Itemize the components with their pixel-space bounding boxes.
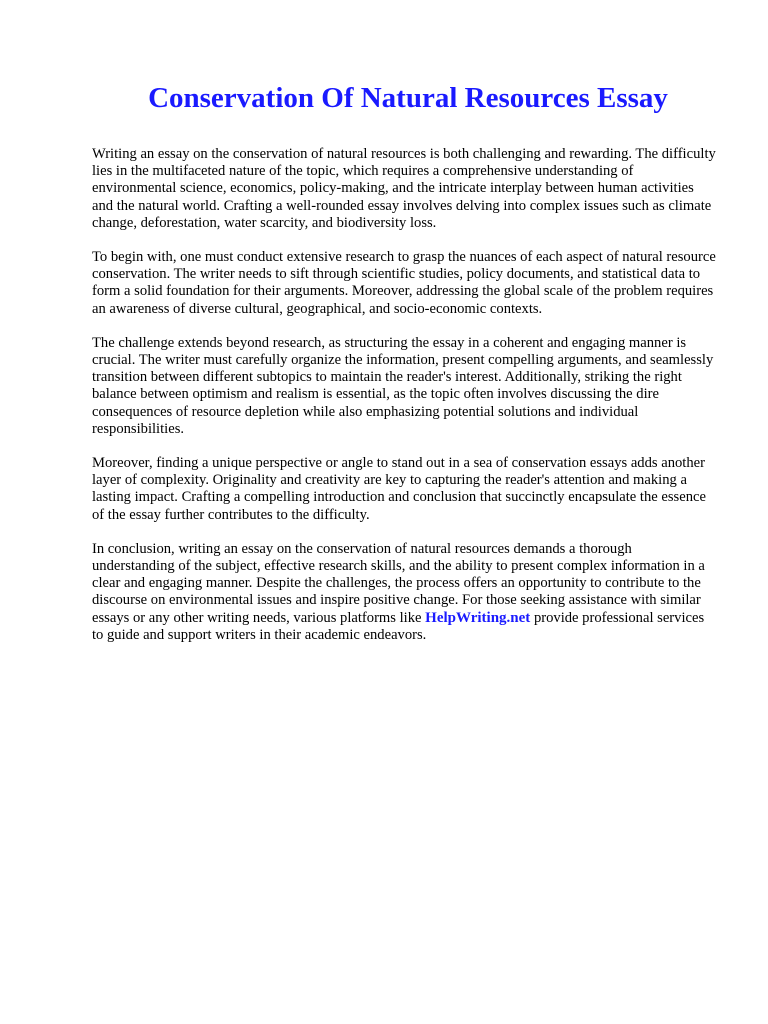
conclusion-text-after-link: provide professional services to guide and support writers in their academic endeavors. [92,609,705,643]
paragraph-2: To begin with, one must conduct extensive research to grasp the nuances of each aspect of natural resource conservation. The writer needs to sift through scientific studies, policy documents, and statistical data to form a solid foundation for their arguments. Moreover, addressing the global scale of the problem requires an awareness of diverse cultural, geographical, and socio-economic contexts. [92,249,716,317]
page-title: Conservation Of Natural Resources Essay [148,82,668,114]
essay-body [92,146,717,661]
paragraph-1: Writing an essay on the conservation of natural resources is both challenging and rewarding. The difficulty lies in the multifaceted nature of the topic, which requires a comprehensive understanding of environmental science, economics, policy-making, and the intricate interplay between human activities and the natural world. Crafting a well-rounded essay involves delving into complex issues such as climate change, deforestation, water scarcity, and biodiversity loss. [92,146,716,231]
conclusion-text-before-link: In conclusion, writing an essay on the conservation of natural resources demands a thorough understanding of the subject, effective research skills, and the ability to present complex information in a clear and engaging manner. Despite the challenges, the process offers an opportunity to contribute to the discourse on environmental issues and inspire positive change. For those seeking assistance with similar essays or any other writing needs, various platforms like [92,540,705,626]
paragraph-3: The challenge extends beyond research, as structuring the essay in a coherent and engaging manner is crucial. The writer must carefully organize the information, present compelling arguments, and seamlessly transition between different subtopics to maintain the reader's interest. Additionally, striking the right balance between optimism and realism is essential, as the topic often involves discussing the dire consequences of resource depletion while also emphasizing potential solutions and individual responsibilities. [92,334,714,437]
paragraph-5-conclusion [92,541,717,644]
helpwriting-link[interactable]: HelpWriting.net [425,609,531,626]
paragraph-4: Moreover, finding a unique perspective or angle to stand out in a sea of conservation essays adds another layer of complexity. Originality and creativity are key to capturing the reader's attention and making a lasting impact. Crafting a compelling introduction and conclusion that succinctly encapsulate the essence of the essay further contributes to the difficulty. [92,455,706,523]
